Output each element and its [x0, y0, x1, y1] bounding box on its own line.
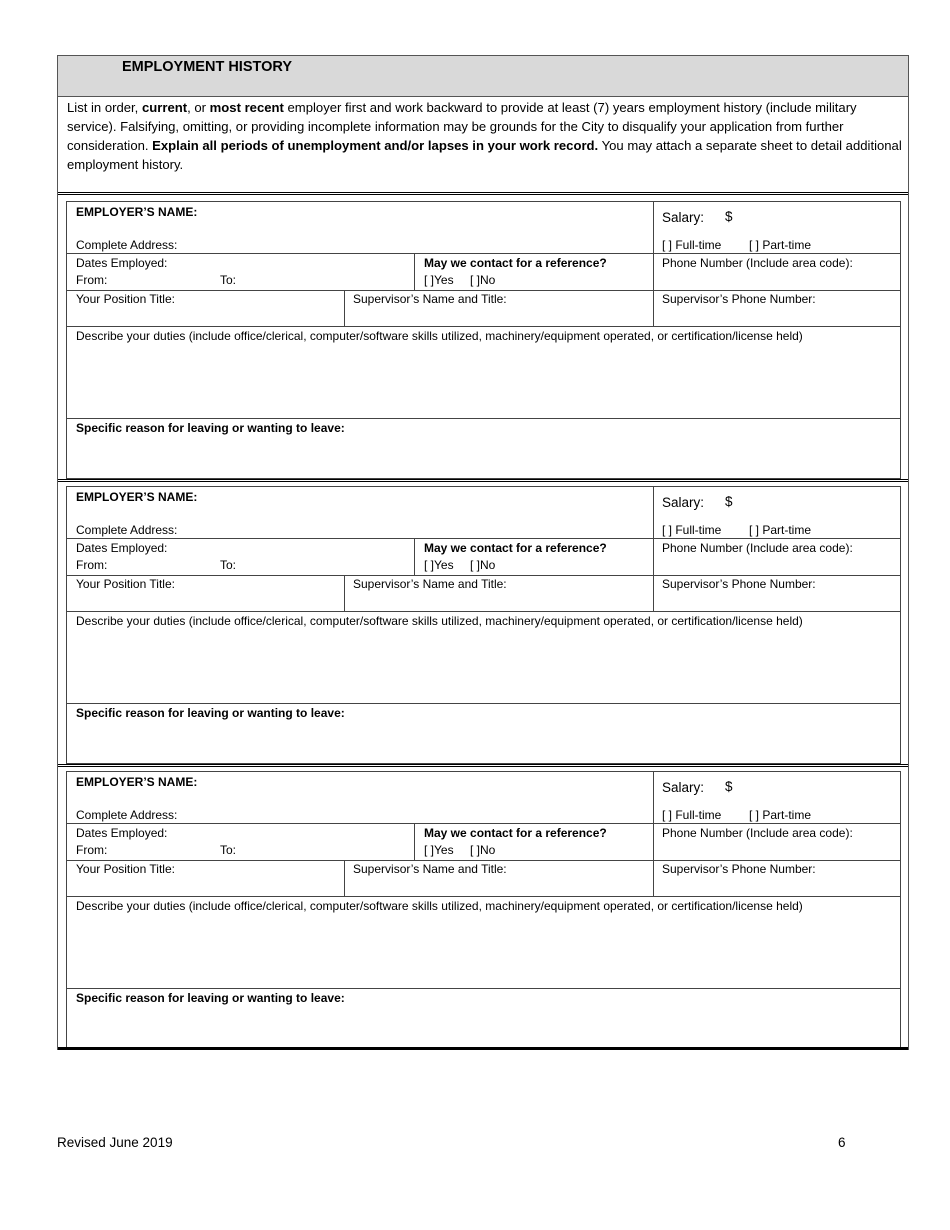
dates-employed-label: Dates Employed:	[76, 256, 168, 270]
reason-leaving-label: Specific reason for leaving or wanting to leave:	[76, 421, 345, 435]
yes-checkbox[interactable]: [ ]Yes	[424, 558, 454, 572]
supervisor-name-label: Supervisor’s Name and Title:	[353, 292, 507, 306]
yes-checkbox[interactable]: [ ]Yes	[424, 273, 454, 287]
phone-number-label: Phone Number (Include area code):	[662, 256, 853, 270]
position-title-cell[interactable]	[66, 290, 345, 327]
salary-dollar-sign: $	[725, 209, 733, 224]
fulltime-checkbox[interactable]: [ ] Full-time	[662, 238, 722, 252]
fulltime-checkbox[interactable]: [ ] Full-time	[662, 523, 722, 537]
employer-block-3	[66, 771, 901, 1049]
yes-checkbox[interactable]: [ ]Yes	[424, 843, 454, 857]
phone-number-cell[interactable]	[653, 253, 901, 291]
to-label: To:	[220, 273, 237, 287]
salary-cell[interactable]	[653, 201, 901, 254]
section-header	[58, 56, 908, 97]
block-divider	[58, 764, 908, 767]
supervisor-phone-cell[interactable]	[653, 575, 901, 612]
dates-employed-cell[interactable]	[66, 538, 415, 576]
contact-question-label: May we contact for a reference?	[424, 826, 607, 840]
from-label: From:	[76, 843, 108, 857]
dates-employed-label: Dates Employed:	[76, 826, 168, 840]
employer-name-address-cell[interactable]	[66, 486, 654, 539]
employer-name-address-cell[interactable]	[66, 771, 654, 824]
supervisor-phone-cell[interactable]	[653, 860, 901, 897]
no-checkbox[interactable]: [ ]No	[470, 843, 496, 857]
employer-name-label: EMPLOYER’S NAME:	[76, 490, 198, 504]
form-bottom-border	[58, 1047, 908, 1050]
block-divider	[58, 479, 908, 482]
position-title-cell[interactable]	[66, 575, 345, 612]
position-title-label: Your Position Title:	[76, 292, 175, 306]
parttime-checkbox[interactable]: [ ] Part-time	[749, 523, 812, 537]
supervisor-phone-cell[interactable]	[653, 290, 901, 327]
phone-number-label: Phone Number (Include area code):	[662, 541, 853, 555]
position-title-label: Your Position Title:	[76, 862, 175, 876]
position-title-cell[interactable]	[66, 860, 345, 897]
supervisor-name-label: Supervisor’s Name and Title:	[353, 577, 507, 591]
intro-bold-current: current	[141, 100, 188, 115]
from-label: From:	[76, 558, 108, 572]
supervisor-name-label: Supervisor’s Name and Title:	[353, 862, 507, 876]
phone-number-label: Phone Number (Include area code):	[662, 826, 853, 840]
reason-leaving-label: Specific reason for leaving or wanting to leave:	[76, 706, 345, 720]
reference-contact-cell	[414, 253, 654, 291]
duties-cell[interactable]	[66, 326, 901, 419]
to-label: To:	[220, 843, 237, 857]
salary-dollar-sign: $	[725, 494, 733, 509]
no-checkbox[interactable]: [ ]No	[470, 273, 496, 287]
reason-leaving-cell[interactable]	[66, 418, 901, 479]
complete-address-label: Complete Address:	[76, 238, 178, 252]
dates-employed-cell[interactable]	[66, 253, 415, 291]
fulltime-checkbox[interactable]: [ ] Full-time	[662, 808, 722, 822]
duties-label: Describe your duties (include office/clerical, computer/software skills utilized, machinery/equipment operated, or certification/license held)	[76, 899, 803, 913]
revision-date: Revised June 2019	[57, 1135, 173, 1150]
phone-number-cell[interactable]	[653, 823, 901, 861]
salary-cell[interactable]	[653, 771, 901, 824]
intro-bold-explain: Explain all periods of unemployment and/or lapses in your work record.	[152, 138, 599, 153]
employer-name-label: EMPLOYER’S NAME:	[76, 775, 198, 789]
reason-leaving-label: Specific reason for leaving or wanting to leave:	[76, 991, 345, 1005]
employer-name-address-cell[interactable]	[66, 201, 654, 254]
position-title-label: Your Position Title:	[76, 577, 175, 591]
salary-cell[interactable]	[653, 486, 901, 539]
salary-label: Salary:	[662, 780, 705, 795]
employment-history-form	[57, 55, 909, 1050]
complete-address-label: Complete Address:	[76, 808, 178, 822]
intro-text-1: List in order,	[67, 100, 142, 115]
page-number: 6	[838, 1135, 846, 1150]
from-label: From:	[76, 273, 108, 287]
supervisor-name-cell[interactable]	[344, 575, 654, 612]
intro-text-3: employer first and work backward to provide at least (7) years employment history (include military service). Falsifying, omitting, or providing incomplete information may be grounds for the City to disqualify your application from further consideration.	[67, 100, 857, 153]
contact-question-label: May we contact for a reference?	[424, 256, 607, 270]
reason-leaving-cell[interactable]	[66, 988, 901, 1049]
employer-block-1	[66, 201, 901, 479]
parttime-checkbox[interactable]: [ ] Part-time	[749, 238, 812, 252]
duties-label: Describe your duties (include office/clerical, computer/software skills utilized, machinery/equipment operated, or certification/license held)	[76, 329, 803, 343]
section-divider	[58, 192, 908, 195]
reference-contact-cell	[414, 538, 654, 576]
instructions-paragraph	[67, 98, 903, 174]
contact-question-label: May we contact for a reference?	[424, 541, 607, 555]
reason-leaving-cell[interactable]	[66, 703, 901, 764]
supervisor-phone-label: Supervisor’s Phone Number:	[662, 292, 816, 306]
complete-address-label: Complete Address:	[76, 523, 178, 537]
supervisor-name-cell[interactable]	[344, 860, 654, 897]
supervisor-phone-label: Supervisor’s Phone Number:	[662, 862, 816, 876]
intro-bold-most-recent: most recent	[209, 100, 284, 115]
duties-cell[interactable]	[66, 611, 901, 704]
dates-employed-label: Dates Employed:	[76, 541, 168, 555]
intro-text-4: You may attach a separate sheet to detail additional employment history.	[67, 138, 902, 172]
intro-text-2: , or	[187, 100, 210, 115]
phone-number-cell[interactable]	[653, 538, 901, 576]
employer-block-2	[66, 486, 901, 764]
salary-dollar-sign: $	[725, 779, 733, 794]
no-checkbox[interactable]: [ ]No	[470, 558, 496, 572]
dates-employed-cell[interactable]	[66, 823, 415, 861]
supervisor-phone-label: Supervisor’s Phone Number:	[662, 577, 816, 591]
section-title: EMPLOYMENT HISTORY	[122, 59, 292, 75]
employer-name-label: EMPLOYER’S NAME:	[76, 205, 198, 219]
salary-label: Salary:	[662, 495, 705, 510]
reference-contact-cell	[414, 823, 654, 861]
duties-label: Describe your duties (include office/clerical, computer/software skills utilized, machinery/equipment operated, or certification/license held)	[76, 614, 803, 628]
to-label: To:	[220, 558, 237, 572]
parttime-checkbox[interactable]: [ ] Part-time	[749, 808, 812, 822]
duties-cell[interactable]	[66, 896, 901, 989]
salary-label: Salary:	[662, 210, 705, 225]
supervisor-name-cell[interactable]	[344, 290, 654, 327]
